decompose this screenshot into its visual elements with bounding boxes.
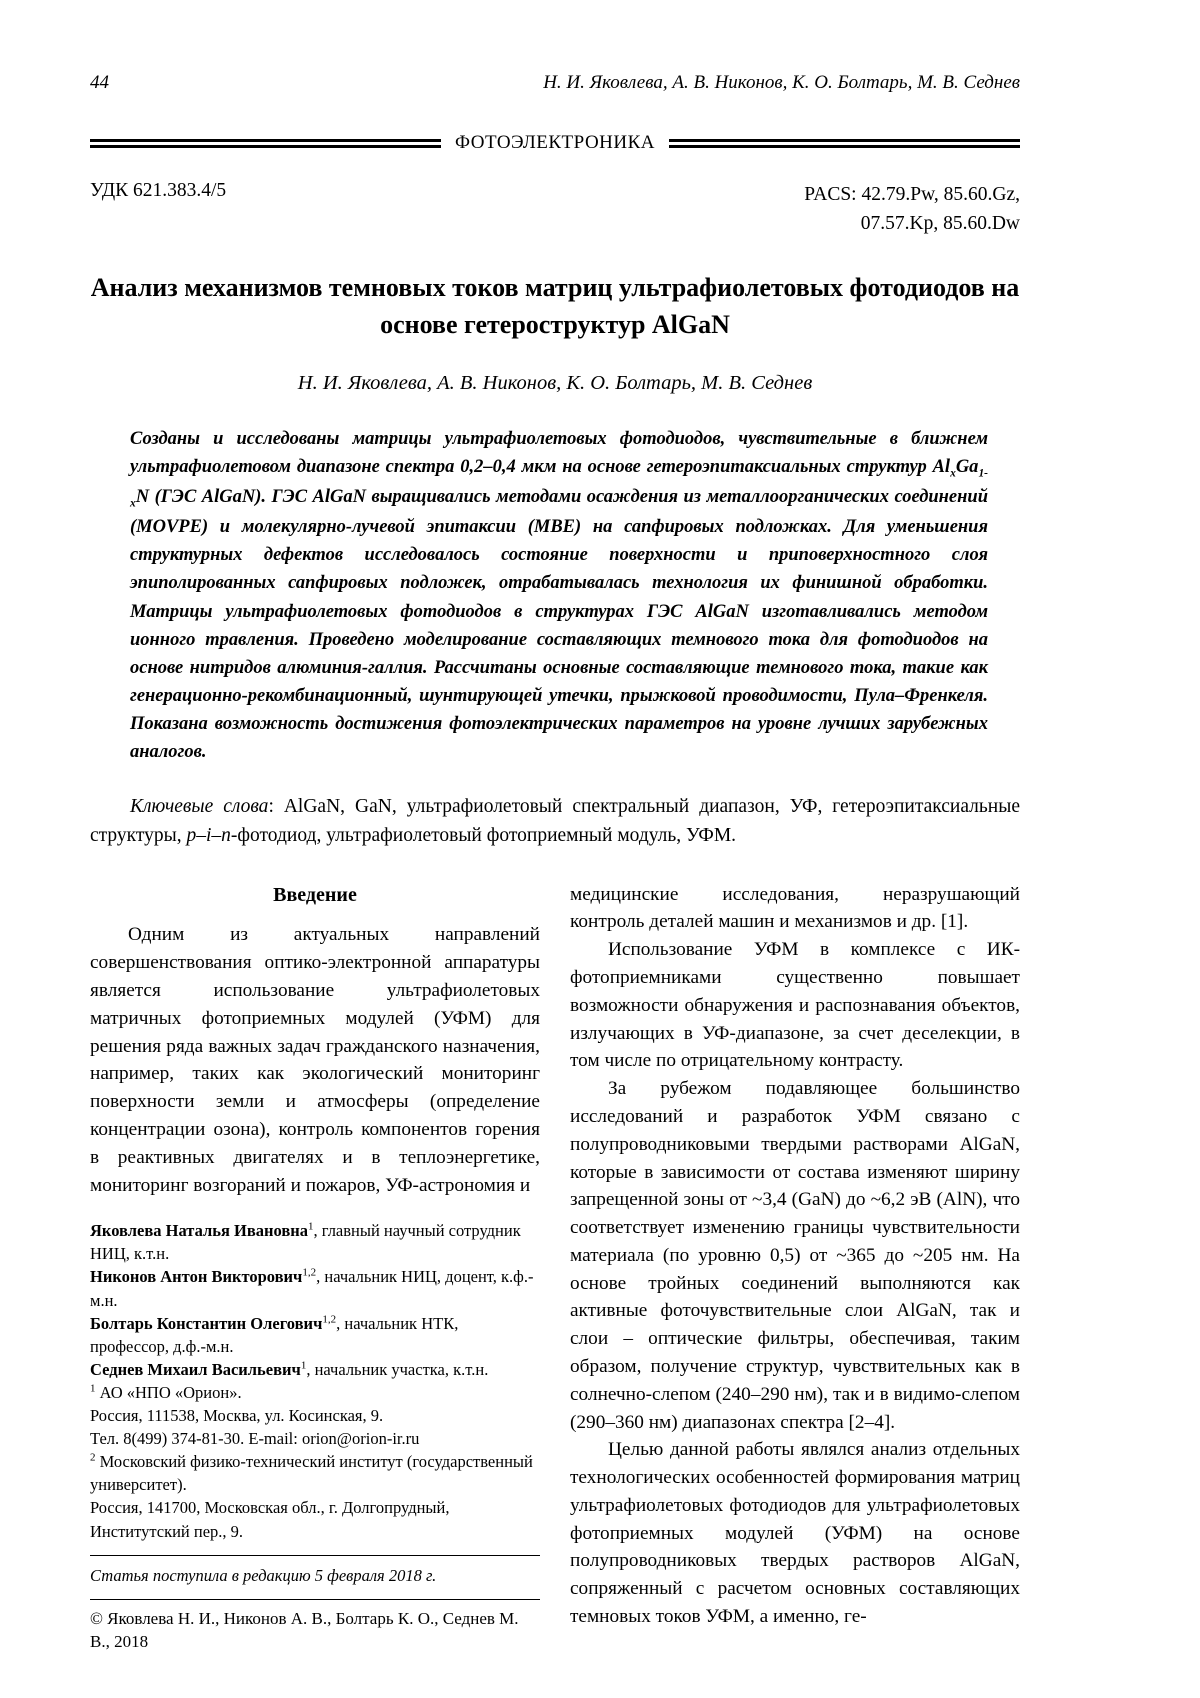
section-heading-introduction: Введение bbox=[273, 883, 357, 906]
footnote-line: Седнев Михаил Васильевич$^1$, начальник участка, к.т.н. bbox=[90, 1359, 489, 1379]
copyright-note: © Яковлева Н. И., Никонов А. В., Болтарь К. О., Седнев М. В., 2018 bbox=[90, 1609, 519, 1652]
received-note: Статья поступила в редакцию 5 февраля 2018 г. bbox=[90, 1565, 437, 1585]
footnote-line: $^1$ АО «НПО «Орион». bbox=[90, 1382, 242, 1402]
body-paragraph: Использование УФМ в комплексе с ИК-фотоприемниками существенно повышает возможности обнаружения и распознавания объектов, излучающих в УФ-диапазоне, за счет деселекции, в том числе по отрицательному контрасту. bbox=[570, 939, 1020, 1072]
author-footnotes bbox=[90, 1219, 540, 1542]
pacs-line-2: 07.57.Kp, 85.60.Dw bbox=[860, 213, 1020, 235]
footnote-line: Яковлева Наталья Ивановна$^1$, главный научный сотрудник НИЦ, к.т.н. bbox=[90, 1220, 521, 1264]
body-paragraph: Целью данной работы являлся анализ отдельных технологических особенностей формирования матриц ультрафиолетовых фотодиодов для ультрафиолетовых фотоприемных модулей (УФМ) на основе полупроводниковых твердых растворов AlGaN, сопряженный с расчетом основных составляющих темновых токов УФМ, а именно, ге- bbox=[570, 1439, 1020, 1627]
footnote-line: Россия, 141700, Московская обл., г. Долгопрудный, Институтский пер., 9. bbox=[90, 1498, 450, 1541]
banner-rule-left bbox=[90, 139, 441, 148]
section-banner bbox=[90, 132, 1020, 154]
section-banner-label: ФОТОЭЛЕКТРОНИКА bbox=[455, 132, 656, 153]
page-number: 44 bbox=[90, 72, 109, 93]
footnote-line: $^2$ Московский физико-технический институт (государственный университет). bbox=[90, 1451, 533, 1495]
left-column bbox=[90, 881, 540, 1655]
article-keywords: Ключевые слова: AlGaN, GaN, ультрафиолетовый спектральный диапазон, УФ, гетероэпитаксиальные структуры, p–i–n-фотодиод, ультрафиолетовый фотоприемный модуль, УФМ. bbox=[90, 796, 1020, 847]
body-paragraph: За рубежом подавляющее большинство исследований и разработок УФМ связано с полупроводниковыми твердыми растворами AlGaN, которые в зависимости от состава изменяют ширину запрещенной зоны от ~3,4 (GaN) до ~6,2 эВ (AlN), что соответствует изменению границы чувствительности материала (по уровню 0,5) от ~365 до ~205 нм. На основе тройных соединений выполняются как активные фоточувствительные слои AlGaN, так и слои – оптические фильтры, обеспечивая, таким образом, получение структур, чувствительных как в солнечно-слепом (240–290 нм), так и в видимо-слепом (290–360 нм) диапазонах спектра [2–4]. bbox=[570, 1078, 1020, 1433]
footnote-line: Тел. 8(499) 374-81-30. E-mail: orion@orion-ir.ru bbox=[90, 1429, 420, 1449]
page-content bbox=[90, 72, 1020, 1654]
footnote-line: Болтарь Константин Олегович$^{1,2}$, начальник НТК, профессор, д.ф.-м.н. bbox=[90, 1313, 459, 1356]
pacs-line-1: PACS: 42.79.Pw, 85.60.Gz, bbox=[804, 184, 1020, 205]
intro-paragraph: Одним из актуальных направлений совершенствования оптико-электронной аппаратуры является использование ультрафиолетовых матричных фотоприемных модулей (УФМ) для решения ряда важных задач гражданского назначения, например, таких как экологический мониторинг поверхности земли и атмосферы (определение концентрации озона), контроль компонентов горения в реактивных двигателях и в теплоэнергетике, мониторинг возгораний и пожаров, УФ-астрономия и bbox=[90, 924, 540, 1196]
article-authors: Н. И. Яковлева, А. В. Никонов, К. О. Болтарь, М. В. Седнев bbox=[297, 371, 813, 394]
footnote-line: Никонов Антон Викторович$^{1,2}$, начальник НИЦ, доцент, к.ф.-м.н. bbox=[90, 1266, 534, 1310]
pacs-code bbox=[804, 180, 1020, 239]
received-rule-top bbox=[90, 1555, 540, 1556]
two-column-body bbox=[90, 881, 1020, 1655]
running-head bbox=[90, 72, 1020, 94]
right-column bbox=[570, 881, 1020, 1655]
article-title: Анализ механизмов темновых токов матриц ультрафиолетовых фотодиодов на основе гетероструктур AlGaN bbox=[90, 272, 1020, 340]
classification-row bbox=[90, 180, 1020, 239]
running-authors: Н. И. Яковлева, А. В. Никонов, К. О. Болтарь, М. В. Седнев bbox=[543, 72, 1020, 93]
body-paragraph: медицинские исследования, неразрушающий контроль деталей машин и механизмов и др. [1]. bbox=[570, 883, 1020, 933]
banner-rule-right bbox=[669, 139, 1020, 148]
udk-code: УДК 621.383.4/5 bbox=[90, 180, 227, 201]
article-abstract: Созданы и исследованы матрицы ультрафиолетовых фотодиодов, чувствительные в ближнем ультрафиолетовом диапазоне спектра 0,2–0,4 мкм на основе гетероэпитаксиальных структур $Al_xGa_{1-x}N$ (ГЭС AlGaN). ГЭС AlGaN выращивались методами осаждения из металлоорганических соединений (MOVPE) и молекулярно-лучевой эпитаксии (МВЕ) на сапфировых подложках. Для уменьшения структурных дефектов исследовалось состояние поверхности и приповерхностного слоя эпиполированных сапфировых подложек, отрабатывалась технология их финишной обработки. Матрицы ультрафиолетовых фотодиодов в структурах ГЭС AlGaN изготавливались методом ионного травления. Проведено моделирование составляющих темнового тока для фотодиодов на основе нитридов алюминия-галлия. Рассчитаны основные составляющие темнового тока, такие как генерационно-рекомбинационный, шунтирующей утечки, прыжковой проводимости, Пула–Френкеля. Показана возможность достижения фотоэлектрических параметров на уровне лучших зарубежных аналогов. bbox=[130, 428, 988, 763]
footnote-line: Россия, 111538, Москва, ул. Косинская, 9. bbox=[90, 1406, 384, 1426]
received-rule-bottom bbox=[90, 1599, 540, 1600]
